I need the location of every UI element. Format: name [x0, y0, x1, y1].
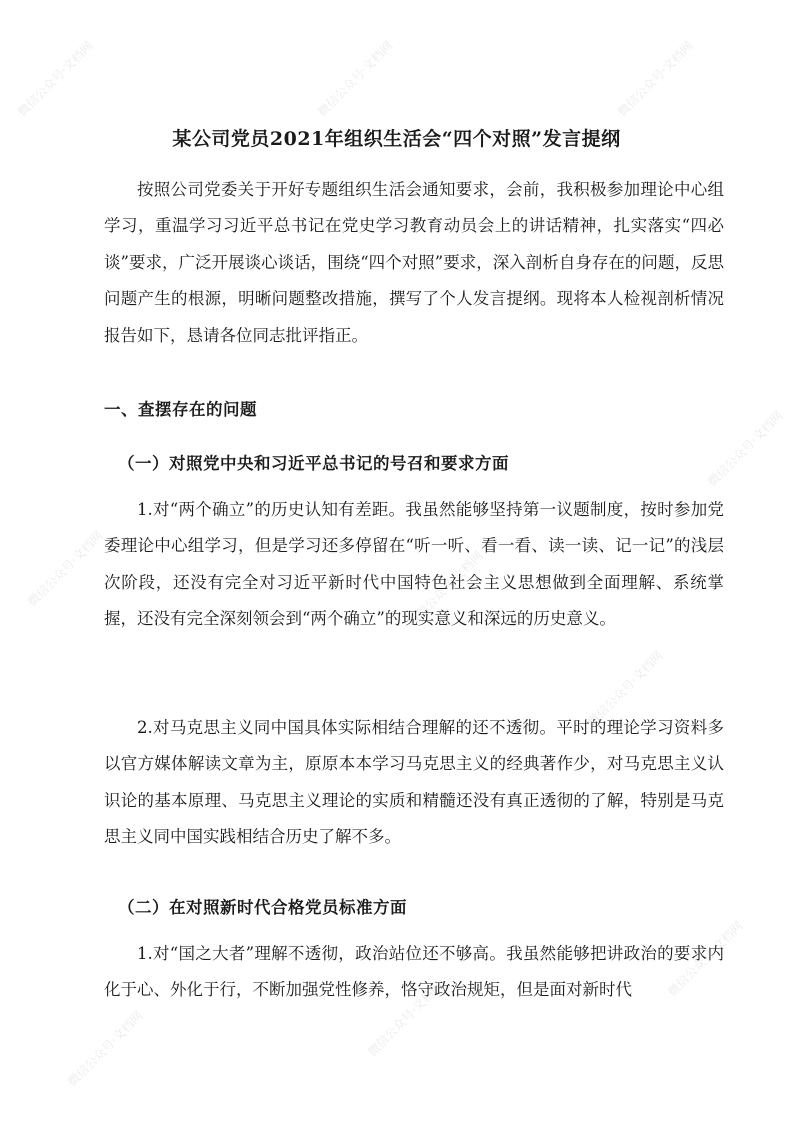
intro-paragraph: 按照公司党委关于开好专题组织生活会通知要求，会前，我积极参加理论中心组学习，重温学习习近平总书记在党史学习教育动员会上的讲话精神，扎实落实“四必谈”要求，广泛开展谈心谈话，围绕“四个对照”要求，深入剖析自身存在的问题，反思问题产生的根源，明晰问题整改措施，撰写了个人发言提纲。现将本人检视剖析情况报告如下，恳请各位同志批评指正。 — [104, 180, 724, 345]
subsection-heading-2: （二）在对照新时代合格党员标准方面 — [118, 898, 407, 917]
subsection-heading-1: （一）对照党中央和习近平总书记的号召和要求方面 — [118, 454, 509, 473]
watermark: 微信公众号·文档网 — [405, 548, 486, 630]
watermark: 微信公众号·文档网 — [315, 38, 396, 120]
watermark: 微信公众号·文档网 — [615, 38, 696, 120]
watermark: 微信公众号·文档网 — [25, 528, 106, 610]
watermark: 微信公众号·文档网 — [365, 978, 446, 1060]
body-paragraph: 2.对马克思主义同中国具体实际相结合理解的还不透彻。平时的理论学习资料多以官方媒体解读文章为主，原原本本学习马克思主义的经典著作少，对马克思主义认识论的基本原理、马克思主义理论的实质和精髓还没有真正透彻的了解，特别是马克思主义同中国实践相结合历史了解不多。 — [104, 718, 724, 847]
watermark: 微信公众号·文档网 — [65, 1008, 146, 1090]
body-paragraph: 1.对“国之大者”理解不透彻，政治站位还不够高。我虽然能够把讲政治的要求内化于心、外化于行，不断加强党性修养，恪守政治规矩，但是面对新时代 — [104, 944, 724, 1000]
watermark: 微信公众号·文档网 — [705, 408, 786, 490]
document-title: 某公司党员2021年组织生活会“四个对照”发言提纲 — [172, 128, 621, 150]
watermark: 微信公众号·文档网 — [665, 918, 746, 1000]
watermark: 微信公众号·文档网 — [15, 38, 96, 120]
watermark: 微信公众号·文档网 — [585, 648, 666, 730]
body-paragraph: 1.对“两个确立”的历史认知有差距。我虽然能够坚持第一议题制度，按时参加党委理论中心组学习，但是学习还多停留在“听一听、看一看、读一读、记一记”的浅层次阶段，还没有完全对习近平新时代中国特色社会主义思想做到全面理解、系统掌握，还没有完全深刻领会到“两个确立”的现实意义和深远的历史意义。 — [104, 500, 724, 629]
section-heading-1: 一、查摆存在的问题 — [104, 400, 257, 419]
